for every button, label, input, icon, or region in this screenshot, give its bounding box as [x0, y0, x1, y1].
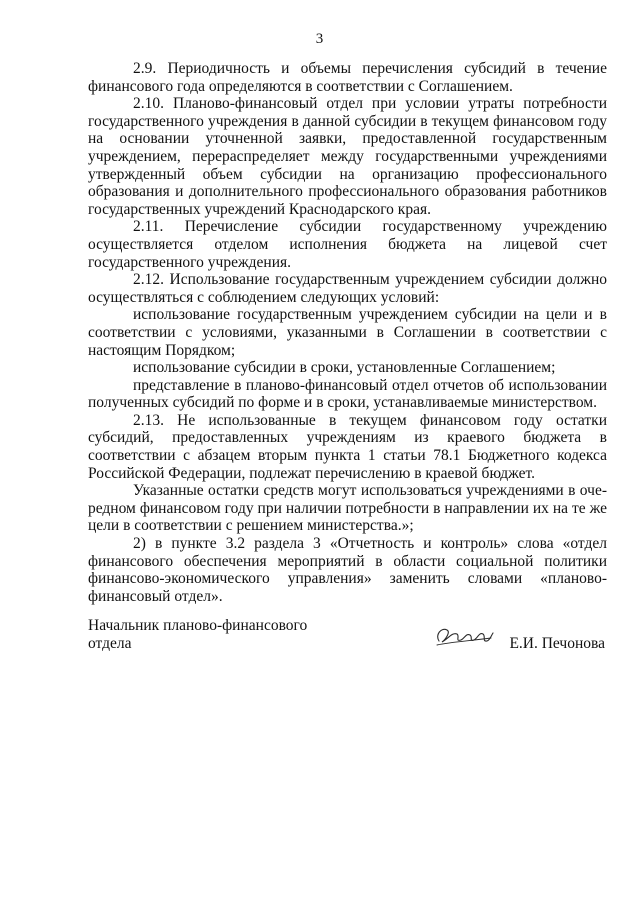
- handwritten-signature: [433, 621, 495, 651]
- paragraph-2-9: 2.9. Периодичность и объемы перечисления субсидий в течение финансового года определяются в соответствии с Соглашением.: [88, 60, 607, 95]
- page-number: 3: [315, 31, 324, 47]
- signer-name: Е.И. Печонова: [509, 635, 605, 652]
- signer-position: Начальник планово-финансового отдела: [88, 617, 308, 652]
- paragraph-2-11: 2.11. Перечисление субсидии государственному учреждению осуществляется отделом исполнения бюджета на лицевой счет государственного учреждения.: [88, 218, 607, 271]
- document-body: [88, 60, 607, 605]
- signature-block: [88, 617, 607, 667]
- condition-item: представление в планово-финансовый отдел отчетов об использовании полученных субсидий по форме и в сроки, устанавливаемые министерством.: [88, 376, 607, 412]
- condition-item: использование субсидии в сроки, установленные Соглашением;: [133, 359, 556, 377]
- paragraph-2-12: 2.12. Использование государственным учреждением субсидии должно осуществляться с соблюдением следующих условий:: [88, 271, 607, 306]
- amendment-item-2: 2) в пункте 3.2 раздела 3 «Отчетность и контроль» слова «отдел финансового обеспечения мероприятий в области социальной политики финансово-экономического управления» заменить словами «планово-финансовый отдел».: [88, 535, 607, 605]
- remaining-funds-paragraph: Указанные остатки средств могут использоваться учреждениями в очередном финансовом году при наличии потребности в направлении их на те же цели в соответствии с решением министерства.»;: [88, 482, 607, 535]
- paragraph-2-10: 2.10. Планово-финансовый отдел при условии утраты потребности государственного учреждения в данной субсидии в текущем финансовом году на основании уточненной заявки, предоставленной государственным учреждением, перераспределяет между государственными учреждениями утвержденный объем субсидии на организацию профессионального образования и дополнительного профессионального образования работников государственных учреждений Краснодарского края.: [88, 95, 607, 218]
- condition-item: использование государственным учреждением субсидии на цели и в соответствии с условиями, указанными в Соглашении в соответствии с настоящим Порядком;: [88, 306, 607, 359]
- paragraph-2-13: 2.13. Не использованные в текущем финансовом году остатки субсидий, предоставленных учреждениям из краевого бюджета в соответствии с абзацем вторым пункта 1 статьи 78.1 Бюджетного кодекса Российской Федерации, подлежат перечислению в краевой бюджет.: [88, 411, 607, 482]
